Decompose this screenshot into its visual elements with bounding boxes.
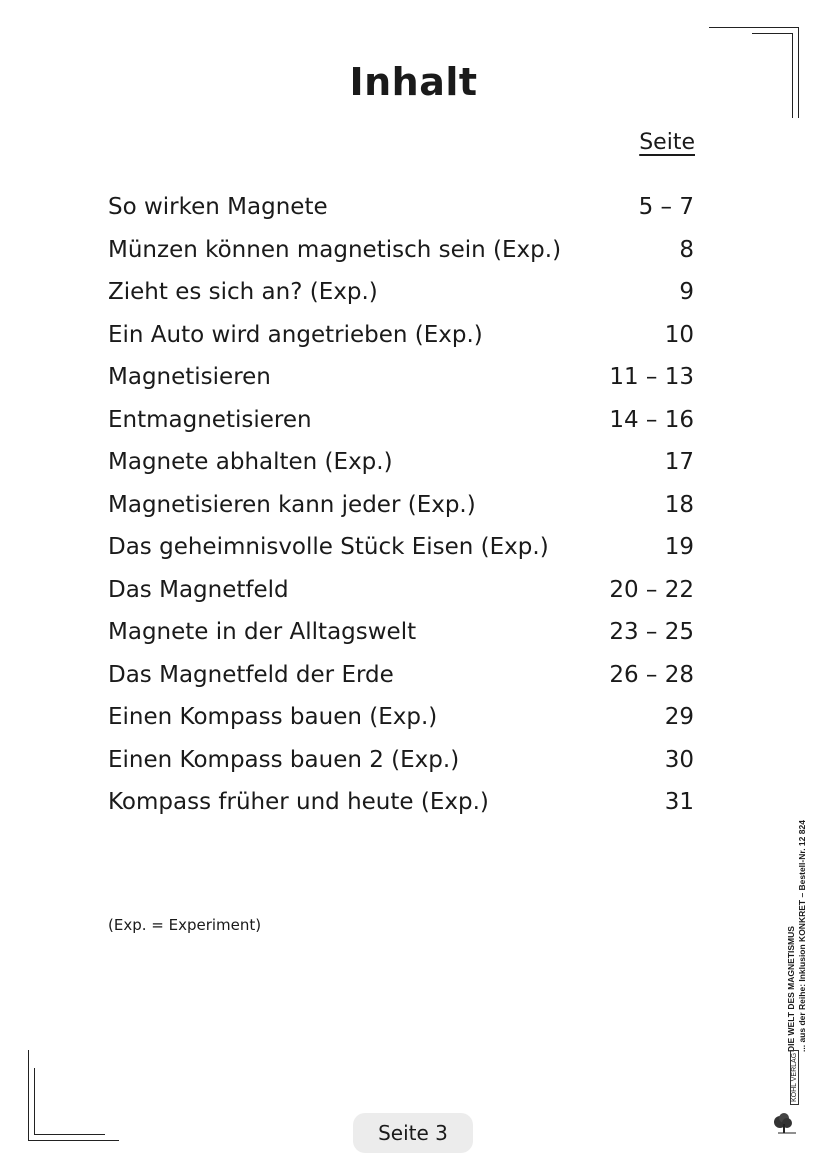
toc-entry	[108, 407, 700, 450]
toc-entry-page: 31	[664, 789, 694, 815]
page-number-badge: Seite 3	[353, 1113, 473, 1153]
toc-entry-title: Magnetisieren kann jeder (Exp.)	[108, 491, 476, 518]
toc-entry-page: 8	[679, 236, 694, 263]
toc-entry	[108, 534, 700, 577]
toc-entry-title: Magnete in der Alltagswelt	[108, 619, 417, 645]
toc-entry-title: Das Magnetfeld der Erde	[108, 661, 394, 688]
toc-entry-page: 26 – 28	[609, 661, 694, 688]
toc-entry-page: 9	[679, 279, 694, 305]
toc-entry-title: Das Magnetfeld	[108, 576, 289, 603]
toc-entry-title: Ein Auto wird angetrieben (Exp.)	[108, 321, 483, 348]
toc-entry-page: 29	[664, 704, 694, 730]
toc-entry-page: 30	[664, 746, 694, 773]
toc-entry	[108, 322, 700, 365]
toc-entry	[108, 492, 700, 535]
toc-entry-page: 5 – 7	[638, 194, 694, 220]
toc-entry	[108, 662, 700, 705]
toc-entry-title: Entmagnetisieren	[108, 406, 312, 433]
toc-entry-title: Kompass früher und heute (Exp.)	[108, 789, 489, 815]
sidebar-book-title: DIE WELT DES MAGNETISMUS	[786, 926, 796, 1052]
table-of-contents	[108, 194, 700, 832]
tree-logo-icon	[770, 1108, 800, 1134]
toc-entry-title: Einen Kompass bauen (Exp.)	[108, 704, 438, 730]
page-column-header: Seite	[639, 130, 695, 155]
toc-entry-title: Einen Kompass bauen 2 (Exp.)	[108, 746, 460, 773]
toc-entry-page: 11 – 13	[609, 364, 694, 390]
toc-entry-title: Magnetisieren	[108, 364, 271, 390]
sidebar-series-info: ... aus der Reihe: Inklusion KONKRET – Bestell-Nr. 12 824	[797, 820, 807, 1052]
page-title: Inhalt	[349, 60, 478, 104]
toc-entry	[108, 194, 700, 237]
toc-entry-page: 18	[664, 491, 694, 518]
toc-entry-page: 17	[664, 449, 694, 475]
toc-entry-title: Münzen können magnetisch sein (Exp.)	[108, 236, 562, 263]
corner-frame-bottom-left-inner	[34, 1068, 105, 1135]
toc-entry	[108, 364, 700, 407]
footnote: (Exp. = Experiment)	[108, 916, 262, 934]
toc-entry	[108, 747, 700, 790]
toc-entry-title: Magnete abhalten (Exp.)	[108, 449, 393, 475]
publisher-logo: KOHL VERLAG	[790, 1050, 799, 1105]
toc-entry-page: 19	[664, 534, 694, 560]
toc-entry-title: So wirken Magnete	[108, 194, 328, 220]
toc-entry	[108, 619, 700, 662]
toc-entry-page: 23 – 25	[609, 619, 694, 645]
toc-entry	[108, 577, 700, 620]
toc-entry-page: 20 – 22	[609, 576, 694, 603]
toc-entry	[108, 449, 700, 492]
toc-entry	[108, 704, 700, 747]
toc-entry-title: Das geheimnisvolle Stück Eisen (Exp.)	[108, 534, 549, 560]
toc-entry-title: Zieht es sich an? (Exp.)	[108, 279, 378, 305]
toc-entry	[108, 279, 700, 322]
toc-entry-page: 10	[664, 321, 694, 348]
toc-entry	[108, 237, 700, 280]
sidebar-imprint	[786, 762, 808, 1052]
toc-entry-page: 14 – 16	[609, 406, 694, 433]
toc-entry	[108, 789, 700, 832]
